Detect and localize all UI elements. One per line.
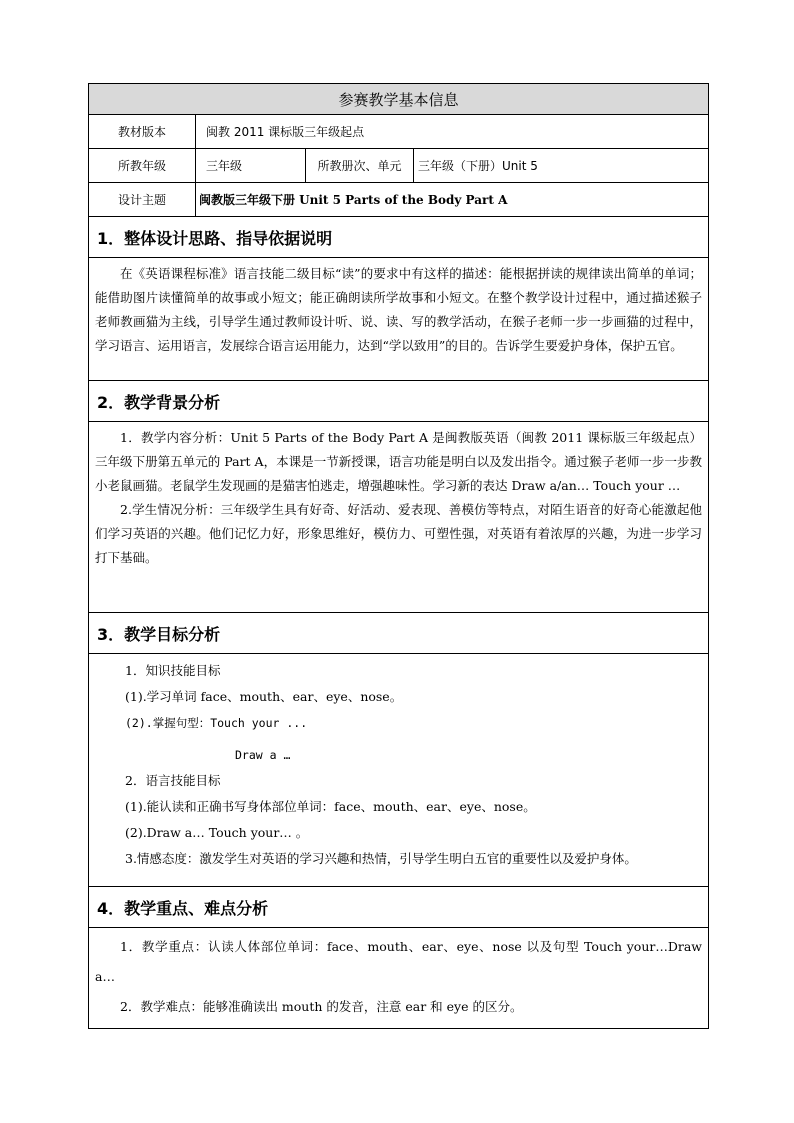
- section-2-heading: 2．教学背景分析: [89, 381, 709, 422]
- section-4-header: [89, 887, 709, 928]
- section-1-paragraph: 在《英语课程标准》语言技能二级目标“读”的要求中有这样的描述：能根据拼读的规律读出简单的单词；能借助图片读懂简单的故事或小短文；能正确朗读所学故事和小短文。在整个教学设计过程中，通过描述猴子老师教画猫为主线，引导学生通过教师设计听、说、读、写的教学活动，在猴子老师一步一步画猫的过程中，学习语言、运用语言，发展综合语言运用能力，达到“学以致用”的目的。告诉学生要爱护身体，保护五官。: [95, 266, 703, 353]
- teaching-key-points: 1．教学重点：认读人体部位单词：face、mouth、ear、eye、nose 以及句型 Touch your…Draw a…: [95, 939, 703, 984]
- unit-label: 所教册次、单元: [306, 149, 414, 183]
- section-2-body: [89, 422, 709, 613]
- section-2-paragraph-1: 1．教学内容分析：Unit 5 Parts of the Body Part A 是闽教版英语（闽教 2011 课标版三年级起点）三年级下册第五单元的 Part A，本课是一节新授课，语言功能是明白以及发出指令。通过猴子老师一步一步教小老鼠画猫。老鼠学生发现画的是猫害怕逃走，增强趣味性。学习新的表达 Draw a/an… Touch your …: [95, 430, 703, 493]
- section-2-paragraph-2: 2.学生情况分析：三年级学生具有好奇、好活动、爱表现、善模仿等特点，对陌生语音的好奇心能激起他们学习英语的兴趣。他们记忆力好，形象思维好，模仿力、可塑性强，对英语有着浓厚的兴趣，为进一步学习打下基础。: [95, 502, 703, 565]
- section-1-heading: 1．整体设计思路、指导依据说明: [89, 217, 709, 258]
- section-3-heading: 3．教学目标分析: [89, 613, 709, 654]
- section-3-header: [89, 613, 709, 654]
- section-3-body: [89, 654, 709, 887]
- textbook-row: [89, 115, 709, 149]
- grade-row: [89, 149, 709, 183]
- objective-read-write: (1).能认读和正确书写身体部位单词：face、mouth、ear、eye、nose。: [125, 799, 536, 814]
- section-4-heading: 4．教学重点、难点分析: [89, 887, 709, 928]
- teaching-difficulties: 2．教学难点：能够准确读出 mouth 的发音，注意 ear 和 eye 的区分。: [120, 999, 523, 1014]
- objective-draw-touch: (2).Draw a… Touch your… 。: [125, 825, 309, 840]
- grade-label: 所教年级: [89, 149, 196, 183]
- theme-row: [89, 183, 709, 217]
- textbook-label: 教材版本: [89, 115, 196, 149]
- section-1-body: [89, 258, 709, 381]
- objective-language-heading: 2．语言技能目标: [125, 773, 221, 788]
- theme-value: 闽教版三年级下册 Unit 5 Parts of the Body Part A: [196, 183, 709, 217]
- title-row: [89, 84, 709, 115]
- section-1-header: [89, 217, 709, 258]
- theme-label: 设计主题: [89, 183, 196, 217]
- lesson-info-table: [88, 83, 709, 1029]
- section-2-header: [89, 381, 709, 422]
- objective-words: (1).学习单词 face、mouth、ear、eye、nose。: [125, 689, 403, 704]
- grade-value: 三年级: [196, 149, 306, 183]
- table-title: 参赛教学基本信息: [89, 84, 709, 115]
- unit-value: 三年级（下册）Unit 5: [414, 149, 709, 183]
- objective-knowledge-heading: 1．知识技能目标: [125, 663, 221, 678]
- objective-attitude: 3.情感态度：激发学生对英语的学习兴趣和热情，引导学生明白五官的重要性以及爱护身体。: [125, 851, 637, 866]
- lesson-info-sheet: [88, 83, 708, 1029]
- objective-sentence-draw: Draw a …: [235, 748, 291, 762]
- section-4-body: [89, 928, 709, 1029]
- textbook-value: 闽教 2011 课标版三年级起点: [196, 115, 709, 149]
- objective-sentence-touch: (2).掌握句型：Touch your ...: [125, 716, 308, 730]
